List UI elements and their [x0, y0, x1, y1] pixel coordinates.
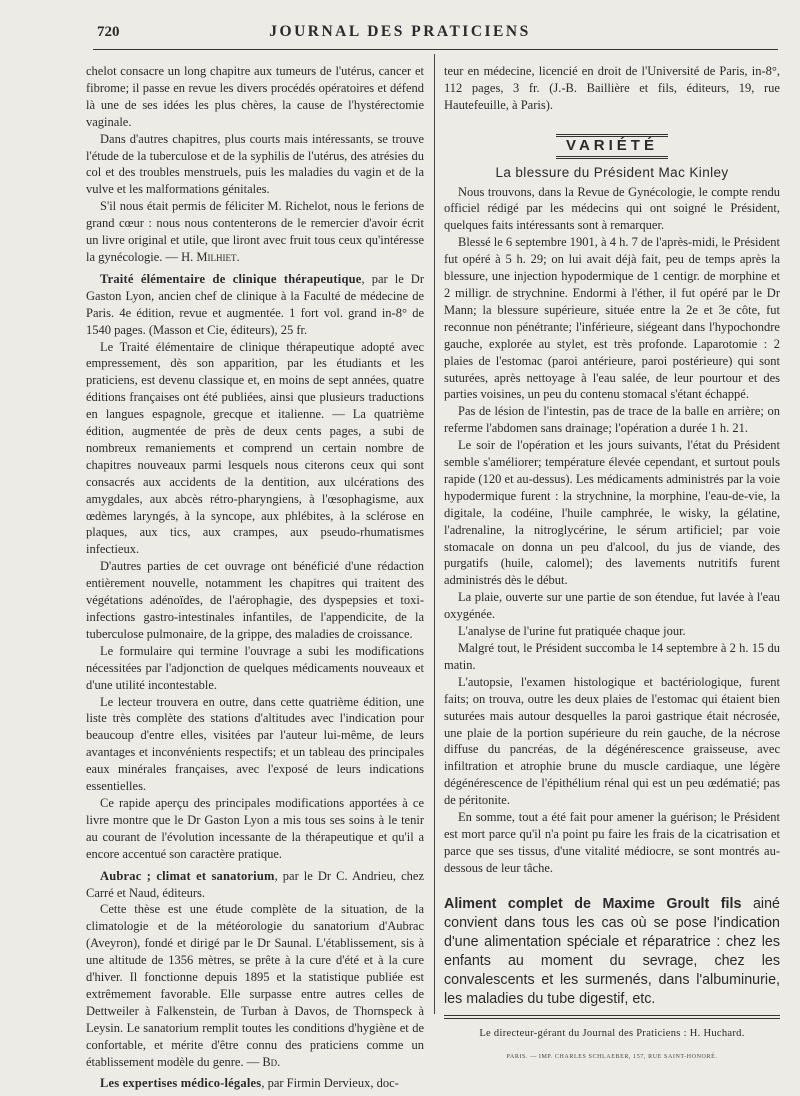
author-signature: Milhiet. [196, 249, 240, 264]
ad-text: ainé convient dans tous les cas où se pose l'indication d'une alimentation spéciale et réparatrice : chez les enfants au moment du sevrage, chez les convalescents et les surmenés, dans l'albuminurie, les maladies du tube digestif, etc. [444, 895, 780, 1007]
review-entry [86, 868, 424, 902]
paragraph: Nous trouvons, dans la Revue de Gynécologie, le compte rendu officiel rédigé par les médecins qui ont soigné le Président, quelques faits intéressants sont à remarquer. [444, 184, 780, 233]
page-number: 720 [97, 24, 120, 40]
paragraph: teur en médecine, licencié en droit de l'Université de Paris, in-8°, 112 pages, 3 fr. (J.-B. Baillière et fils, éditeurs, 19, rue Hautefeuille, à Paris). [444, 64, 780, 112]
review-title: Les expertises médico-légales [100, 1076, 262, 1091]
journal-title: JOURNAL DES PRATICIENS [269, 23, 531, 40]
section-heading-text: VARIÉTÉ [556, 134, 668, 159]
paragraph: Pas de lésion de l'intestin, pas de trace de la balle en arrière; on referme l'abdomen sans drainage; l'opération a durée 1 h. 21. [444, 404, 780, 436]
paragraph: Ce rapide aperçu des principales modifications apportées à ce livre montre que le Dr Gaston Lyon a mis tous ses soins à le tenir au courant de l'évolution incessante de la thérapeutique et qu'il a encore accentué son caractère pratique. [86, 795, 424, 861]
header-rule [93, 49, 778, 50]
printer-imprint: PARIS. — IMP. CHARLES SCHLAEBER, 157, RUE SAINT-HONORÉ. [506, 1053, 718, 1060]
footer-rule [444, 1015, 780, 1019]
column-divider [434, 54, 435, 1014]
paragraph-text: Cette thèse est une étude complète de la situation, de la climatologie et de la météorologie du sanatorium d'Aubrac (Aveyron), fondé et dirigé par le Dr Saunal. L'établissement, sis à une altitude de 1356 mètres, se prête à la cure d'été et à la cure d'hiver. Il fonctionne depuis 1895 et la statistique publiée est extrêmement favorable. Elle surpasse entre autres celles de Dettweiler à Falkenstein, de Turban à Davos, de Thornspeck à Leysin. Le sanatorium remplit toutes les conditions d'hygiène et de confortable, et mérite d'être connu des praticiens comme un établissement modèle du genre. — [86, 902, 424, 1069]
paragraph: L'analyse de l'urine fut pratiquée chaque jour. [458, 624, 686, 639]
review-title: Aubrac ; climat et sanatorium [100, 868, 275, 883]
paragraph: L'autopsie, l'examen histologique et bactériologique, furent faits; on trouva, outre les deux plaies de l'estomac qui étaient bien suturées mais autour desquelles la paroi gastrique était nécrosée, une plaie de la portion supérieure du rein gauche, de la nécrose diffuse du pancréas, de la dégénérescence graisseuse, avec infiltration et atrophie brune du muscle cardiaque, une légère dégénérescence de l'épithélium rénal qui est un peu œdématié; pas de péritonite. [444, 674, 780, 808]
paragraph: La plaie, ouverte sur une partie de son étendue, fut lavée à l'eau oxygénée. [444, 590, 780, 622]
paragraph: Dans d'autres chapitres, plus courts mais intéressants, se trouve l'étude de la tuberculose et de la syphilis de l'utérus, des atrésies du col et des troubles menstruels, puis les maladies du vagin et de la vulve et les malformations génitales. [86, 131, 424, 197]
right-column [444, 63, 780, 1066]
section-heading [444, 134, 780, 159]
managing-director-line: Le directeur-gérant du Journal des Praticiens : H. Huchard. [479, 1027, 745, 1039]
paragraph: Blessé le 6 septembre 1901, à 4 h. 7 de l'après-midi, le Président fut opéré à 5 h. 29; on lui avait déjà fait, peu de temps après la blessure, une injection hypodermique de 1 centigr. de morphine et 2 milligr. de strychnine. Endormi à l'éther, il fut opéré par le Dr Mann; la blessure supérieure, située entre la 2e et 3e côte, fut reconnue non pénétrante; l'inférieure, siégeant dans l'hypochondre gauche, explorée au stylet, est très profonde. Laparotomie : 2 plaies de l'estomac (paroi antérieure, paroi postérieure) qui sont suturées, après nettoyage à l'eau salée, de leur pourtour et des parties voisines, un peu du contenu stomacal s'étant échappé. [444, 235, 780, 402]
review-details: , par Firmin Dervieux, doc- [261, 1076, 399, 1091]
author-signature: Bd. [262, 1054, 281, 1069]
paragraph [86, 901, 424, 1070]
paragraph: Le lecteur trouvera en outre, dans cette quatrième édition, une liste très complète des stations d'altitudes avec l'indication pour beaucoup d'entre elles, visitées par l'auteur lui-même, de leurs avantages et inconvénients respectifs; et un tableau des principales eaux minérales françaises, avec l'exposé de leurs indications essentielles. [86, 694, 424, 794]
paragraph: chelot consacre un long chapitre aux tumeurs de l'utérus, cancer et fibrome; il passe en revue les divers procédés opératoires et défend là une de ses idées les plus chères, la cause de l'hystérectomie vaginale. [86, 64, 424, 129]
paragraph: Le formulaire qui termine l'ouvrage a subi les modifications nécessitées par l'adjonction de quelques médicaments nouveaux et d'une utilité incontestable. [86, 643, 424, 692]
page-header [0, 22, 800, 48]
paragraph [86, 198, 424, 266]
review-entry [86, 271, 424, 339]
review-entry [86, 1075, 424, 1092]
paragraph: Le soir de l'opération et les jours suivants, l'état du Président semble s'améliorer; température élevée cependant, et surtout pouls rapide (120 et au-dessus). Les médicaments administrés par la voie hypodermique furent : la strychnine, la morphine, l'eau-de-vie, la digitale, la codéine, l'huile camphrée, le wisky, la gélatine, l'adrenaline, la nitroglycérine, le sérum artificiel; par voie stomacale on donna un peu d'alcool, du jus de viande, des purgatifs (huile, calomel); des lavements nutritifs furent administrés dès le début. [444, 438, 780, 588]
review-title: Traité élémentaire de clinique thérapeutique [100, 271, 362, 286]
advertisement [444, 895, 780, 1009]
paragraph: D'autres parties de cet ouvrage ont bénéficié d'une rédaction entièrement nouvelle, notamment les chapitres qui traitent des végétations adénoïdes, de l'aérophagie, des dyspepsies et toxi-infections gastro-intestinales infantiles, de l'appendicite, de la tuberculose pulmonaire, de la grippe, des maladies de croissance. [86, 559, 424, 641]
review-details: , par le Dr C. Andrieu, chez Carré et Naud, éditeurs. [86, 868, 424, 900]
review-details: , par le Dr Gaston Lyon, ancien chef de clinique à la Faculté de médecine de Paris. 4e édition, revue et augmentée. 1 fort vol. grand in-8° de 1540 pages. (Masson et Cie, éditeurs), 25 fr. [86, 271, 424, 337]
paragraph-text: S'il nous était permis de féliciter M. Richelot, nous le ferions de grand cœur : nous nous contenterons de le remercier d'avoir écrit un livre original et utile, que liront avec fruit tous ceux qu'intéresse la gynécologie. — H. [86, 199, 424, 264]
paragraph: Malgré tout, le Président succomba le 14 septembre à 2 h. 15 du matin. [444, 641, 780, 672]
article-title: La blessure du Président Mac Kinley [495, 164, 729, 180]
paragraph: Le Traité élémentaire de clinique thérapeutique adopté avec empressement, dès son apparition, par les étudiants et les praticiens, est devenu classique et, en moins de sept années, quatre éditions françaises ont été publiées, ainsi que plusieurs traductions en langues espagnole, grecque et italienne. — La quatrième édition, augmentée de près de deux cents pages, a subi de nombreux remaniements et comprend un certain nombre de chapitres nouveaux parmi lesquels nous citerons ceux qui sont consacrés aux accidents de la dentition, aux ulcérations des amygdales, aux abcès rétro-pharyngiens, à l'œsophagisme, aux œdèmes laryngés, à la syncope, aux phlébites, à la sclérose en plaques, aux tics, aux crampes, aux pseudo-rhumatismes infectieux. [86, 339, 424, 557]
paragraph: En somme, tout a été fait pour amener la guérison; le Président est mort parce qu'il n'a point pu faire les frais de la cicatrisation et parce que ses tissus, d'une vitalité médiocre, se sont montrés au-dessous de leur tâche. [444, 810, 780, 875]
left-column [86, 63, 424, 1092]
ad-headline: Aliment complet de Maxime Groult fils [444, 895, 742, 912]
